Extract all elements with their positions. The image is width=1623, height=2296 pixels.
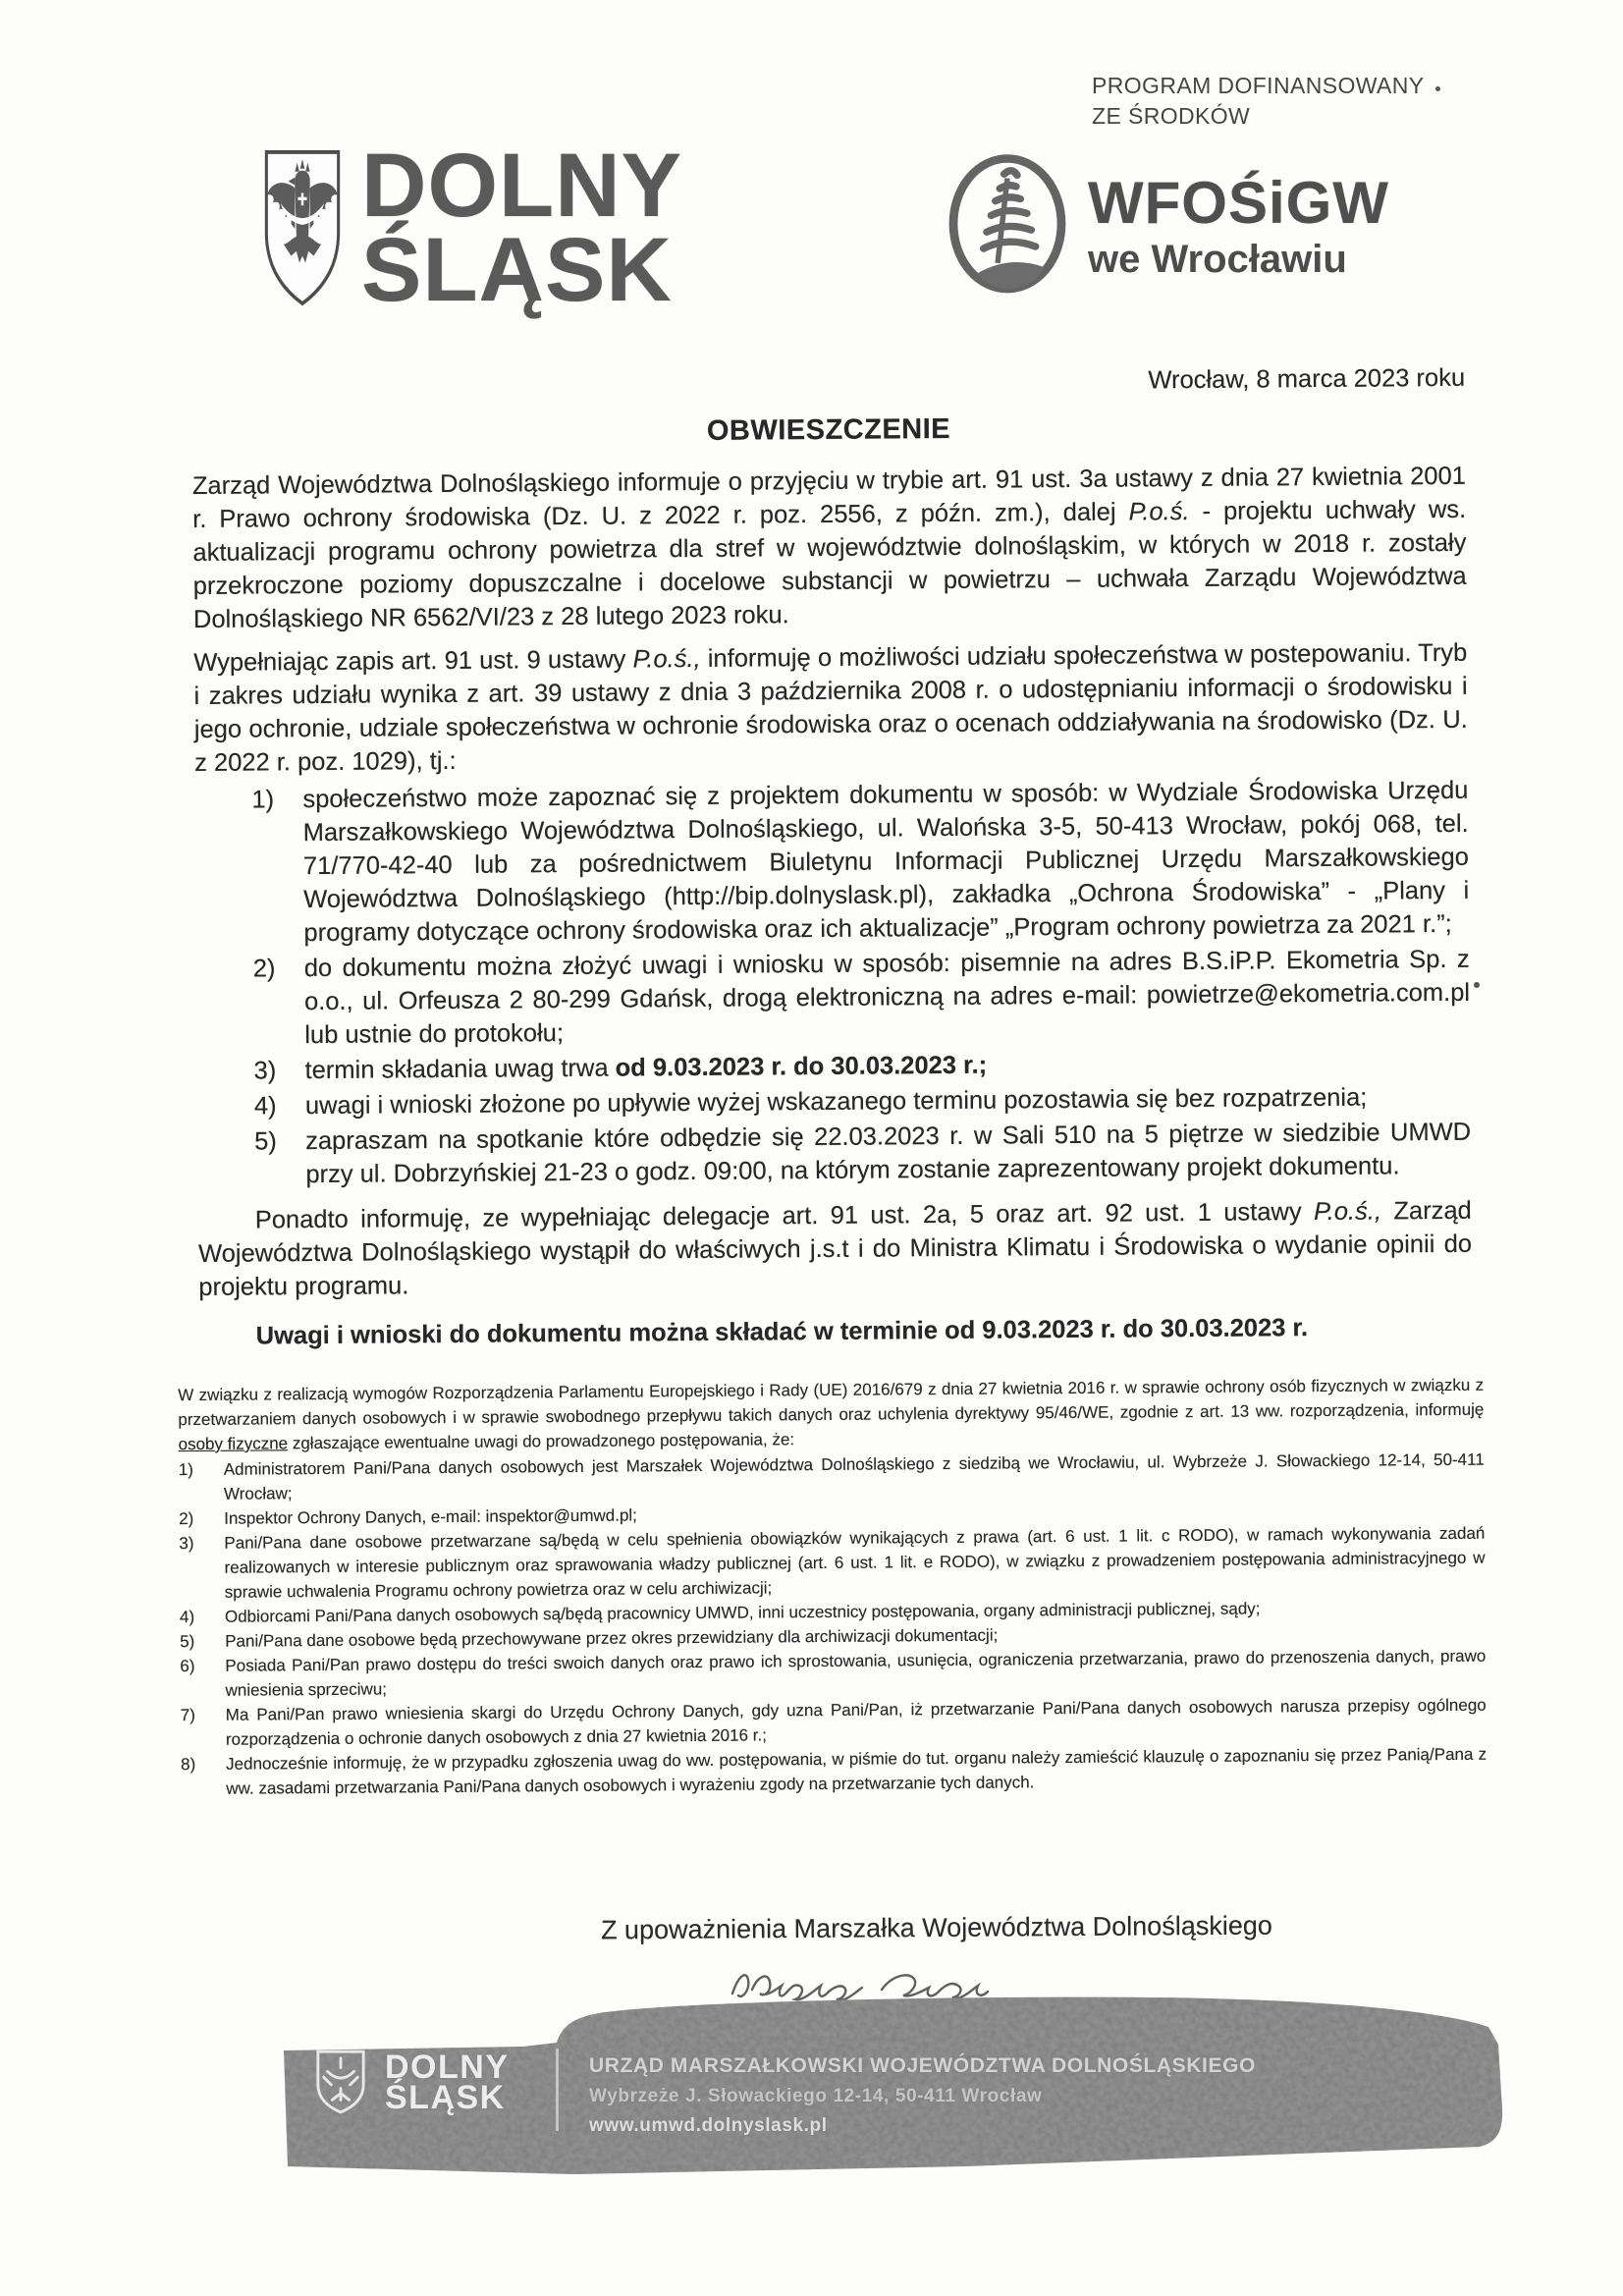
footer-wordmark-line1: DOLNY — [385, 2049, 510, 2086]
paragraph-opinions: Ponadto informuję, ze wypełniając delegacje art. 91 ust. 2a, 5 oraz art. 92 ust. 1 ustawy P.o.ś., Zarząd Województwa Dolnośląskiego wystąpił do właściwych j.s.t i do Ministra Klimatu i Środowiska o wydanie opinii do projektu programu. — [197, 1196, 1473, 1301]
list-number: 3) — [179, 1534, 194, 1554]
list-number: 6) — [180, 1657, 195, 1676]
rodo-list-item — [181, 1742, 1487, 1801]
list-number: 4) — [179, 1608, 195, 1627]
list-number: 4) — [253, 1092, 277, 1121]
list-number: 2) — [252, 955, 276, 983]
list-text: Posiada Pani/Pan prawo dostępu do treści swoich danych oraz prawo ich sprostowania, usunięcia, ograniczenia przetwarzania, prawo do przenoszenia danych, prawo wniesienia sprzeciwu; — [225, 1646, 1487, 1700]
notice-list-item — [197, 1116, 1471, 1192]
rodo-intro: W związku z realizacją wymogów Rozporządzenia Parlamentu Europejskiego i Rady (UE) 2016/679 z dnia 27 kwietnia 2016 r. w sprawie ochrony osób fizycznych w związku z przetwarzaniem danych osobowych i w sprawie swobodnego przepływu takich danych oraz uchylenia dyrektywy 95/46/WE, zgodnie z art. 13 ww. rozporządzenia, informuję osoby fizyczne zgłaszające ewentualne uwagi do prowadzonego postępowania, że: — [178, 1375, 1485, 1454]
footer-dolnyslask-wordmark — [385, 2049, 510, 2116]
footer-divider — [556, 2049, 559, 2131]
wfosigw-subtitle: we Wrocławiu — [1088, 238, 1347, 281]
deadline-summary: Uwagi i wnioski do dokumentu można składać w terminie od 9.03.2023 r. do 30.03.2023 r. — [255, 1314, 1309, 1350]
signature-authorization-line: Z upoważnienia Marszałka Województwa Dolnośląskiego — [600, 1910, 1272, 1945]
list-number: 1) — [251, 786, 275, 814]
wfosigw-acronym: WFOŚiGW — [1088, 170, 1389, 236]
paragraph-announcement: Zarząd Województwa Dolnośląskiego informuje o przyjęciu w trybie art. 91 ust. 3a ustawy z dnia 27 kwietnia 2001 r. Prawo ochrony środowiska (Dz. U. z 2022 r. poz. 2556, z późn. zm.), dalej P.o.ś. - projektu uchwały ws. aktualizacji programu ochrony powietrza dla stref w województwie dolnośląskim, w których w 2018 r. zostały przekroczone poziomy dopuszczalne i docelowe substancji w powietrzu – uchwała Zarządu Województwa Dolnośląskiego NR 6562/VI/23 z 28 lutego 2023 roku. — [191, 462, 1467, 633]
list-text: zapraszam na spotkanie które odbędzie się 22.03.2023 r. w Sali 510 na 5 piętrze w siedzibie UMWD przy ul. Dobrzyńskiej 21-23 o godz. 09:00, na którym zostanie zaprezentowany projekt dokumentu. — [305, 1118, 1472, 1189]
dolnyslask-wordmark — [361, 136, 682, 320]
list-text: do dokumentu można złożyć uwagi i wniosku w sposób: pisemnie na adres B.S.iP.P. Ekometria Sp. z o.o., ul. Orfeusza 2 80-299 Gdańsk, drogą elektroniczną na adres e-mail: powietrze@ekometria.com.pl lub ustnie do protokołu; — [303, 945, 1471, 1050]
list-number: 8) — [181, 1755, 196, 1775]
program-note — [1092, 71, 1425, 132]
paragraph-participation: Wypełniając zapis art. 91 ust. 9 ustawy P.o.ś., informuję o możliwości udziału społeczeństwa w postepowaniu. Tryb i zakres udziału wynika z art. 39 ustawy z dnia 3 października 2008 r. o udostępnianiu informacji o środowisku i jego ochronie, udziale społeczeństwa w ochronie środowiska oraz o ocenach oddziaływania na środowisko (Dz. U. z 2022 r. poz. 1029), tj.: — [193, 638, 1468, 777]
list-number: 7) — [180, 1706, 195, 1725]
list-text: Inspektor Ochrony Danych, e-mail: inspektor@umwd.pl; — [224, 1505, 637, 1528]
page-title: OBWIESZCZENIE — [706, 412, 951, 447]
list-number: 5) — [180, 1632, 195, 1652]
footer-wordmark-line2: ŚLĄSK — [385, 2079, 506, 2116]
document-body — [178, 361, 1488, 1801]
list-text: Administratorem Pani/Pana danych osobowych jest Marszałek Województwa Dolnośląskiego z siedzibą we Wrocławiu, ul. Wybrzeże J. Słowackiego 12-14, 50-411 Wrocław; — [223, 1449, 1485, 1503]
notice-list — [194, 774, 1471, 1192]
footer-url: www.umwd.dolnyslask.pl — [589, 2115, 828, 2136]
list-text: termin składania uwag trwa od 9.03.2023 r. do 30.03.2023 r.; — [304, 1051, 988, 1085]
rodo-section — [178, 1373, 1487, 1801]
footer-org-line: URZĄD MARSZAŁKOWSKI WOJEWÓDZTWA DOLNOŚLĄSKIEGO — [589, 2054, 1256, 2077]
list-text: uwagi i wnioski złożone po upływie wyżej wskazanego terminu pozostawia się bez rozpatrzenia; — [304, 1083, 1368, 1121]
notice-list-item — [196, 943, 1471, 1053]
list-number: 5) — [254, 1127, 277, 1156]
footer-eagle-shield-icon — [314, 2049, 367, 2115]
list-text: społeczeństwo może zapoznać się z projektem dokumentu w sposób: w Wydziale Środowiska Urzędu Marszałkowskiego Województwa Dolnośląskiego, ul. Walońska 3-5, 50-413 Wrocław, pokój 068, tel. 71/770-42-40 lub za pośrednictwem Biuletynu Informacji Publicznej Urzędu Marszałkowskiego Województwa Dolnośląskiego (http://bip.dolnyslask.pl), zakładka „Ochrona Środowiska” - „Plany i programy dotyczące ochrony środowiska oraz ich aktualizacje” „Program ochrony powietrza za 2021 r.”; — [302, 776, 1470, 948]
dolnyslask-wordmark-line1: DOLNY — [361, 136, 682, 236]
program-note-line1: PROGRAM DOFINANSOWANY — [1092, 73, 1425, 98]
scan-speck — [1474, 982, 1480, 988]
list-number: 1) — [178, 1460, 193, 1480]
program-note-line2: ZE ŚRODKÓW — [1092, 103, 1251, 129]
list-number: 3) — [253, 1057, 277, 1085]
scan-speck — [1435, 86, 1440, 91]
list-number: 2) — [179, 1509, 194, 1529]
list-text: Ma Pani/Pan prawo wniesienia skargi do Urzędu Ochrony Danych, gdy uzna Pani/Pan, iż przetwarzanie Pani/Pana danych osobowych narusza przepisy ogólnego rozporządzenia o ochronie danych osobowych z dnia 27 kwietnia 2016 r.; — [225, 1695, 1487, 1749]
list-text: Pani/Pana dane osobowe będą przechowywane przez okres przewidziany dla archiwizacji dokumentacji; — [225, 1625, 999, 1651]
rodo-list-item — [179, 1521, 1486, 1605]
footer-address: Wybrzeże J. Słowackiego 12-14, 50-411 Wrocław — [589, 2086, 1043, 2106]
list-text: Pani/Pana dane osobowe przetwarzane są/będą w celu spełnienia obowiązków wynikających z prawa (art. 6 ust. 1 lit. c RODO), w ramach wykonywania zadań realizowanych w interesie publicznym oraz sprawowania władzy publicznej (art. 6 ust. 1 lit. e RODO), w związku z prowadzeniem postępowania administracyjnego w sprawie uchwalenia Programu ochrony powietrza oraz w celu archiwizacji; — [224, 1523, 1486, 1602]
dateline: Wrocław, 8 marca 2023 roku — [1148, 363, 1466, 395]
notice-list-item — [194, 774, 1469, 951]
dolnyslask-wordmark-line2: ŚLĄSK — [361, 220, 673, 320]
wfosigw-wordmark — [1088, 170, 1389, 281]
list-text: Jednocześnie informuję, że w przypadku zgłoszenia uwag do ww. postępowania, w piśmie do tut. organu należy zamieścić klauzulę o zapoznaniu się przez Panią/Pana z ww. zasadami przetwarzania Pani/Pana danych osobowych i wyrażeniu zgody na przetwarzanie tych danych. — [226, 1744, 1488, 1798]
list-text: Odbiorcami Pani/Pana danych osobowych są/będą pracownicy UMWD, inni uczestnicy postępowania, organy administracji publicznej, sądy; — [224, 1599, 1261, 1626]
dolnyslask-eagle-shield-icon — [261, 147, 344, 310]
wfosigw-pine-tree-icon — [943, 149, 1072, 304]
